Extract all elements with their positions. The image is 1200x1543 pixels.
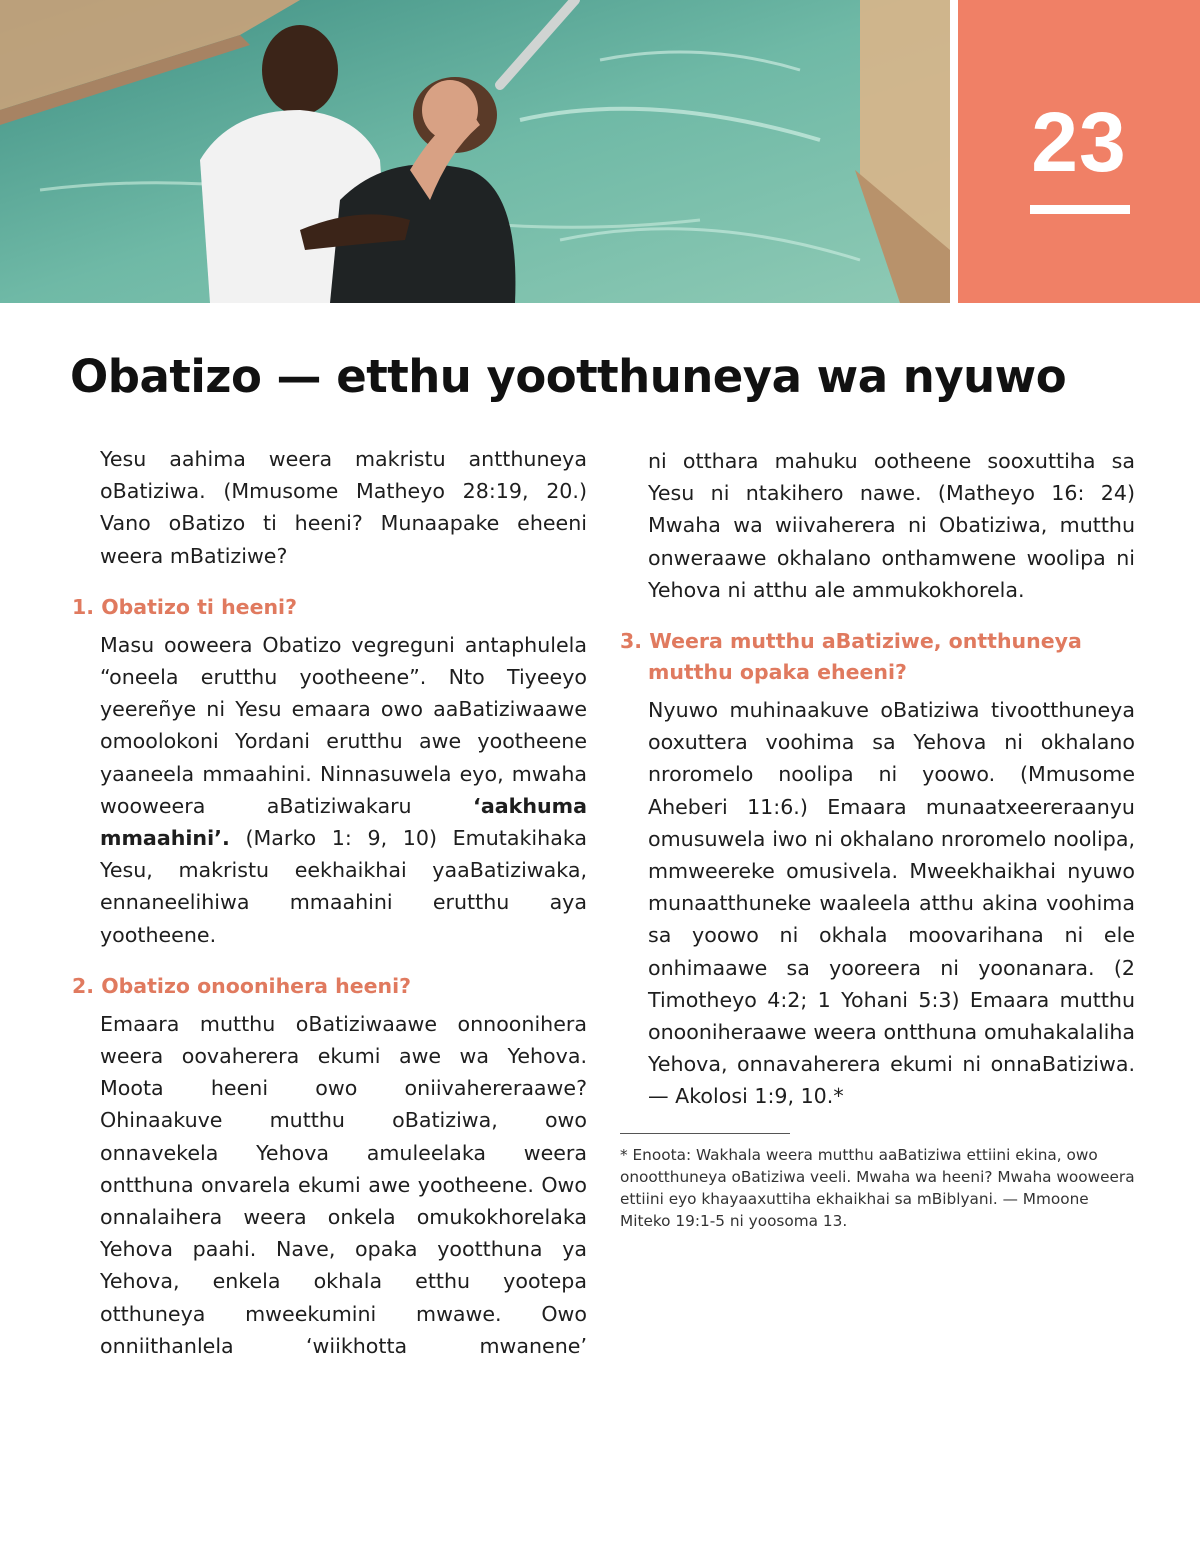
answer-2-part2: ni otthara mahuku ootheene sooxuttiha sa Yesu ni ntakihero nawe. (Matheyo 16: 24) Mwaha wa wiivaherera ni Obatiziwa, mutthu onweraawe okhalano onthamwene woolipa ni Yehova ni atthu ale ammukokhorela. — [648, 449, 1135, 602]
answer-1 — [72, 629, 587, 951]
answer-1-bold-quote: ‘aakhuma mmaahini’. — [100, 793, 588, 851]
answer-3: Nyuwo muhinaakuve oBatiziwa tivootthuneya ooxuttera voohima sa Yehova ni okhalano nroromelo noolipa ni yoowo. (Mmusome Aheberi 11:6.) Emaara munaatxeereraanyu omusuwela iwo ni okhalano nroromelo noolipa, mmweereke omusivela. Mweekhaikhai nyuwo munaatthuneke waaleela atthu akina voohima sa yoowo ni okhala moovarihana ni ele onhimaawe sa yooreera ni yoonanara. (2 Timotheyo 4:2; 1 Yohani 5:3) Emaara mutthu onooniheraawe weera ontthuna omuhakalaliha Yehova, onnavaherera ekumi ni onnaBatiziwa. — Akolosi 1:9, 10.* — [648, 698, 1135, 1109]
lesson-number-underline — [1030, 205, 1130, 214]
answer-1-text-end: (Marko 1: 9, 10) Emutakihaka Yesu, makristu eekhaikhai yaaBatiziwaka, ennaneelihiwa mmaahini erutthu aya yootheene. — [100, 826, 587, 947]
right-column — [620, 445, 1135, 1232]
baptism-photo — [0, 0, 950, 303]
footnote-divider — [620, 1133, 790, 1134]
page-title: Obatizo — etthu yootthuneya wa nyuwo — [70, 350, 1067, 403]
question-2: 2. Obatizo onoonihera heeni? — [72, 973, 412, 998]
lesson-number-box — [958, 0, 1200, 303]
left-column — [72, 443, 587, 1362]
answer-1-text: Masu ooweera Obatizo vegreguni antaphulela “oneela erutthu yootheene”. Nto Tiyeeyo yeereñye ni Yesu emaara owo aaBatiziwaawe omoolokoni Yordani erutthu awe yootheene yaaneela mmaahini. Ninnasuwela eyo, mwaha wooweera aBatiziwakaru — [100, 632, 587, 818]
answer-2-part1: Emaara mutthu oBatiziwaawe onnoonihera weera oovaherera ekumi awe wa Yehova. Moota heeni owo oniivahereraawe? Ohinaakuve mutthu oBatiziwa, owo onnavekela Yehova amuleelaka weera ontthuna onvarela ekumi awe yootheene. Owo onnalaihera weera onkela omukokhorelaka Yehova paahi. Nave, opaka yootthuna ya Yehova, enkela okhala etthu yootepa otthuneya mweekumini mwawe. Owo onniithanlela ‘wiikhotta mwanene’ — [100, 1011, 587, 1358]
lesson-number: 23 — [1031, 95, 1127, 189]
question-3: 3. Weera mutthu aBatiziwe, ontthuneya mutthu opaka eheeni? — [620, 629, 1082, 685]
baptism-illustration — [0, 0, 950, 303]
intro-paragraph: Yesu aahima weera makristu antthuneya oBatiziwa. (Mmusome Matheyo 28:19, 20.) Vano oBatizo ti heeni? Munaapake eheeni weera mBatiziwe? — [100, 447, 587, 568]
question-1: 1. Obatizo ti heeni? — [72, 594, 297, 619]
footnote: * Enoota: Wakhala weera mutthu aaBatiziwa ettiini ekina, owo onootthuneya oBatiziwa veeli. Mwaha wa heeni? Mwaha wooweera ettiini eyo khayaaxuttiha ekhaikhai sa mBiblyani. — Mmoone Miteko 19:1-5 ni yoosoma 13. — [620, 1145, 1135, 1230]
